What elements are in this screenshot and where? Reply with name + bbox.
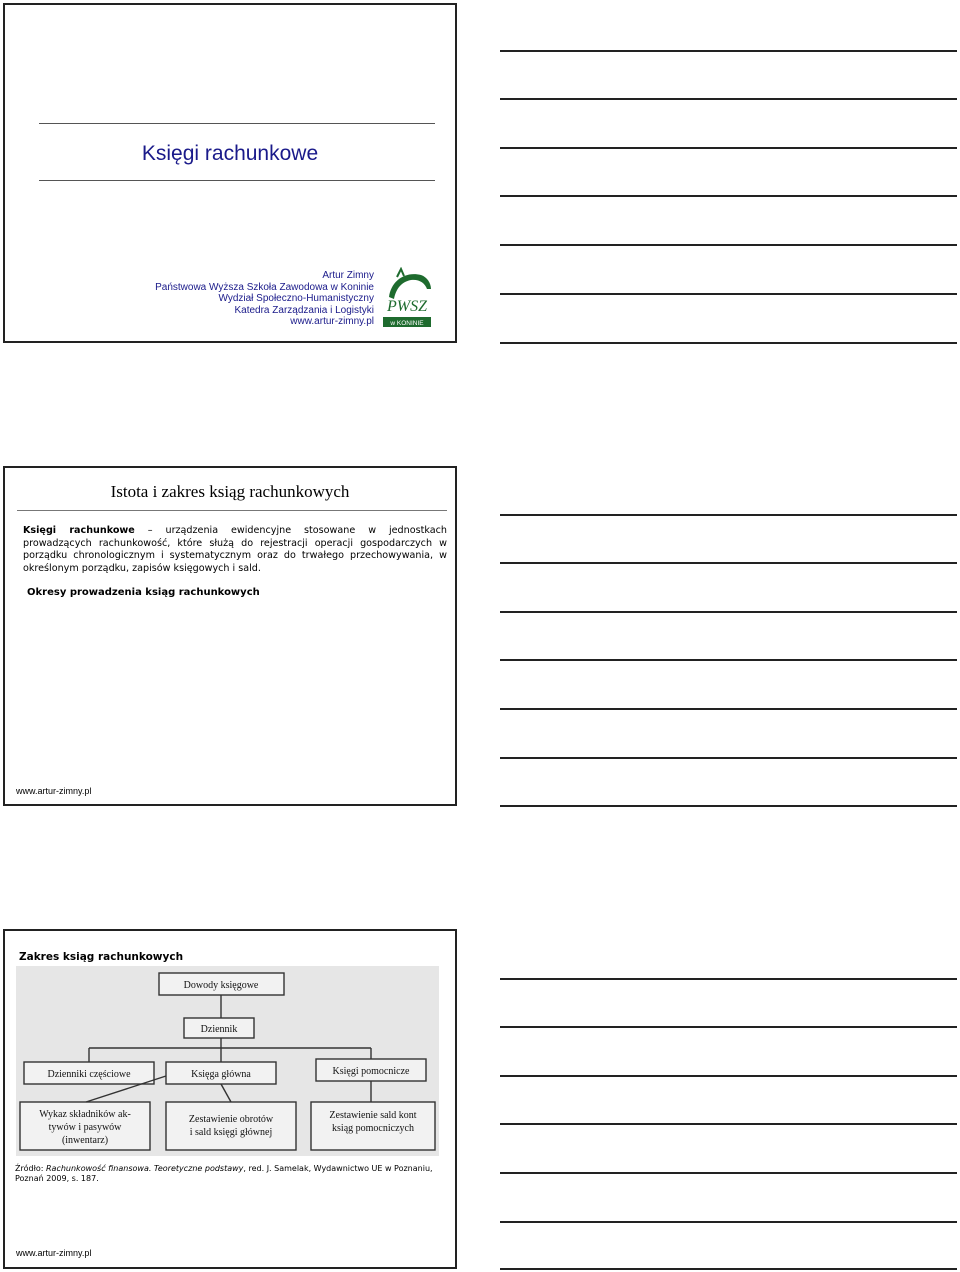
title-bottom-rule <box>39 180 435 181</box>
title-top-rule <box>39 123 435 124</box>
note-line <box>500 805 957 807</box>
label-inventory-line-3: (inwentarz) <box>61 1135 109 1146</box>
label-balances-line-1: Zestawienie sald kont <box>329 1110 417 1121</box>
note-line <box>500 195 957 197</box>
note-line <box>500 1172 957 1174</box>
label-inventory-line-2: tywów i pasywów <box>48 1122 122 1133</box>
note-line <box>500 708 957 710</box>
author-department: Katedra Zarządzania i Logistyki <box>234 304 374 316</box>
slide-3-title: Zakres ksiąg rachunkowych <box>19 951 184 963</box>
label-subsidiary-journals: Dzienniki częściowe <box>47 1069 131 1080</box>
author-website: www.artur-zimny.pl <box>290 316 374 328</box>
note-line <box>500 1123 957 1125</box>
label-turnover-line-2: i sald księgi głównej <box>189 1127 273 1138</box>
note-line <box>500 1026 957 1028</box>
label-journal: Dziennik <box>200 1024 238 1035</box>
logo-text: PWSZ <box>387 298 427 315</box>
label-balances-line-2: ksiąg pomocniczych <box>332 1123 414 1134</box>
defined-term: Księgi rachunkowe <box>23 525 135 536</box>
label-subsidiary-ledgers: Księgi pomocnicze <box>332 1066 410 1077</box>
slide-2 <box>3 466 457 806</box>
slide-3 <box>3 929 457 1269</box>
source-citation <box>15 1164 445 1184</box>
note-line <box>500 50 957 52</box>
ledger-diagram <box>16 966 439 1156</box>
title-rule <box>17 510 447 511</box>
source-details: , red. J. Samelak, Wydawnictwo UE w Poznaniu, Poznań 2009, s. 187. <box>15 1164 433 1183</box>
note-line <box>500 1268 957 1270</box>
author-faculty: Wydział Społeczno-Humanistyczny <box>218 293 374 305</box>
note-line <box>500 611 957 613</box>
author-block <box>155 270 374 328</box>
definition-text: – urządzenia ewidencyjne stosowane w jednostkach prowadzących rachunkowość, które służą do rejestracji operacji gospodarczych w porządku chronologicznym i systematycznym oraz do trwałego przechowywania, w określonym porządku, zapisów księgowych i sald. <box>23 525 447 574</box>
note-line <box>500 659 957 661</box>
slide-2-title: Istota i zakres ksiąg rachunkowych <box>110 482 350 501</box>
note-line <box>500 978 957 980</box>
label-inventory-line-1: Wykaz składników ak- <box>39 1109 131 1120</box>
label-turnover-line-1: Zestawienie obrotów <box>188 1114 274 1125</box>
note-line <box>500 514 957 516</box>
footer-url: www.artur-zimny.pl <box>16 1248 92 1258</box>
box-turnover-balances <box>166 1102 296 1150</box>
source-title: Rachunkowość finansowa. Teoretyczne podstawy <box>45 1164 244 1173</box>
note-line <box>500 1075 957 1077</box>
source-prefix: Źródło: <box>15 1164 46 1173</box>
footer-url: www.artur-zimny.pl <box>16 786 92 796</box>
note-line <box>500 757 957 759</box>
slide-1-title: Księgi rachunkowe <box>141 142 319 165</box>
slide-1 <box>3 3 457 343</box>
note-line <box>500 147 957 149</box>
note-line <box>500 562 957 564</box>
logo-subtext: w KONINIE <box>390 320 424 327</box>
note-line <box>500 98 957 100</box>
author-university: Państwowa Wyższa Szkoła Zawodowa w Koninie <box>155 281 374 293</box>
note-line <box>500 1221 957 1223</box>
definition-paragraph <box>23 525 447 575</box>
subheading: Okresy prowadzenia ksiąg rachunkowych <box>27 587 260 598</box>
label-general-ledger: Księga główna <box>191 1069 251 1080</box>
note-line <box>500 293 957 295</box>
author-name: Artur Zimny <box>322 270 374 281</box>
pwsz-logo <box>381 267 433 329</box>
note-line <box>500 244 957 246</box>
label-source-documents: Dowody księgowe <box>183 980 259 991</box>
note-line <box>500 342 957 344</box>
